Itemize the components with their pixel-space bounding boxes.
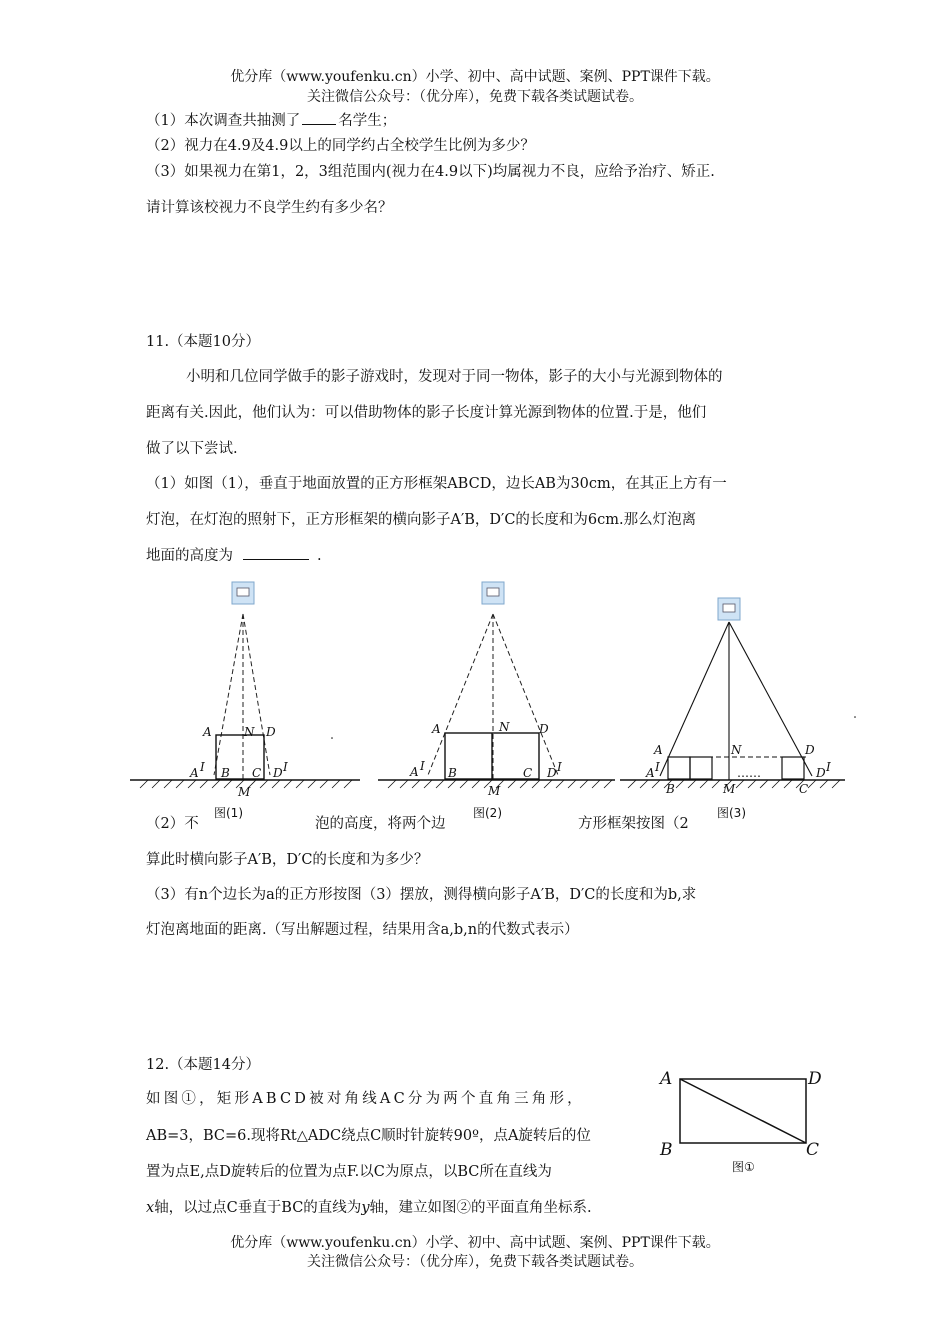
svg-text:D: D — [273, 766, 283, 780]
svg-text:I: I — [826, 760, 831, 774]
svg-text:D: D — [816, 766, 826, 780]
svg-text:C: C — [799, 782, 809, 796]
q11-part1-line3: 地面的高度为 . — [146, 544, 322, 565]
footer-line-2: 关注微信公众号：（优分库），免费下载各类试题试卷。 — [307, 1254, 643, 1270]
q12-line-1: 如图①，矩形ABCD被对角线AC分为两个直角三角形， — [146, 1091, 585, 1107]
q11-title: 11.（本题10分） — [146, 334, 261, 350]
q12-line-4: x轴，以过点C垂直于BC的直线为y轴，建立如图②的平面直角坐标系. — [146, 1200, 592, 1216]
q10-part2: （2）视力在4.9及4.9以上的同学约占全校学生比例为多少？ — [146, 138, 535, 154]
svg-text:A: A — [203, 725, 212, 739]
q10-part1: （1）本次调查共抽测了 名学生； — [146, 109, 396, 130]
q11-part2-frag-3: 方形框架按图（2 — [578, 816, 689, 832]
svg-text:I: I — [200, 760, 205, 774]
svg-text:D: D — [808, 1069, 822, 1089]
svg-text:N: N — [499, 720, 510, 734]
svg-text:M: M — [238, 785, 251, 799]
footer-line-1: 优分库（www.youfenku.cn）小学、初中、高中试题、案例、PPT课件下载。 — [230, 1235, 720, 1251]
q11-part3-line1: （3）有n个边长为a的正方形按图（3）摆放，测得横向影子A′B，D′C的长度和为b,求 — [146, 887, 697, 903]
svg-text:A: A — [646, 766, 655, 780]
q11-part2-frag-1: （2）不 — [146, 816, 199, 832]
svg-text:N: N — [244, 725, 255, 739]
answer-blank — [302, 110, 336, 125]
svg-text:B: B — [666, 782, 675, 796]
shadow-figures — [0, 570, 950, 820]
svg-text:I: I — [557, 760, 562, 774]
q10-part3: （3）如果视力在第1，2，3组范围内(视力在4.9以下)均属视力不良，应给予治疗、矫正. — [146, 164, 715, 180]
q11-part2-line2: 算此时横向影子A′B，D′C的长度和为多少？ — [146, 852, 429, 868]
svg-text:图(3): 图(3) — [717, 806, 746, 820]
svg-text:D: D — [547, 766, 557, 780]
svg-text:B: B — [221, 766, 230, 780]
q12-title: 12.（本题14分） — [146, 1057, 261, 1073]
svg-text:图(1): 图(1) — [214, 806, 243, 820]
svg-text:C: C — [252, 766, 262, 780]
svg-text:C: C — [523, 766, 533, 780]
q11-part2-frag-2: 泡的高度，将两个边 — [315, 816, 446, 832]
svg-text:B: B — [660, 1140, 673, 1160]
q12-line-2: AB=3，BC=6.现将Rt△ADC绕点C顺时针旋转90º，点A旋转后的位 — [146, 1128, 591, 1144]
svg-text:A: A — [190, 766, 199, 780]
svg-text:N: N — [731, 743, 742, 757]
svg-text:A: A — [432, 722, 441, 736]
svg-text:图(2): 图(2) — [473, 806, 502, 820]
svg-text:D: D — [266, 725, 276, 739]
rectangle-figure — [650, 1060, 850, 1180]
svg-text:M: M — [488, 784, 501, 798]
svg-text:D: D — [805, 743, 815, 757]
svg-text:B: B — [448, 766, 457, 780]
answer-blank — [243, 545, 309, 560]
svg-text:A: A — [410, 765, 419, 779]
svg-text:D: D — [539, 722, 549, 736]
q11-intro-2: 距离有关.因此，他们认为：可以借助物体的影子长度计算光源到物体的位置.于是，他们 — [146, 405, 707, 421]
q12-line-3: 置为点E,点D旋转后的位置为点F.以C为原点，以BC所在直线为 — [146, 1164, 552, 1180]
svg-text:I: I — [283, 760, 288, 774]
q11-part3-line2: 灯泡离地面的距离.（写出解题过程，结果用含a,b,n的代数式表示） — [146, 922, 579, 938]
figure-1 — [130, 582, 360, 820]
header-line-2: 关注微信公众号：（优分库），免费下载各类试题试卷。 — [307, 89, 643, 105]
svg-text:图①: 图① — [732, 1160, 755, 1174]
figure-2 — [378, 582, 615, 820]
q11-intro-1: 小明和几位同学做手的影子游戏时，发现对于同一物体，影子的大小与光源到物体的 — [186, 369, 723, 385]
q11-intro-3: 做了以下尝试. — [146, 441, 238, 457]
q11-part1-line2: 灯泡，在灯泡的照射下，正方形框架的横向影子A′B，D′C的长度和为6cm.那么灯泡离 — [146, 512, 697, 528]
svg-text:I: I — [420, 759, 425, 773]
svg-text:……: …… — [737, 766, 761, 780]
svg-text:M: M — [723, 782, 736, 796]
svg-text:A: A — [654, 743, 663, 757]
svg-text:A: A — [660, 1069, 673, 1089]
header-line-1: 优分库（www.youfenku.cn）小学、初中、高中试题、案例、PPT课件下载。 — [230, 69, 720, 85]
figure-3 — [620, 598, 845, 820]
svg-text:I: I — [655, 760, 660, 774]
q10-part3-cont: 请计算该校视力不良学生约有多少名？ — [146, 200, 393, 216]
svg-text:C: C — [806, 1140, 820, 1160]
q11-part1-line1: （1）如图（1），垂直于地面放置的正方形框架ABCD，边长AB为30cm，在其正上方有一 — [146, 476, 727, 492]
